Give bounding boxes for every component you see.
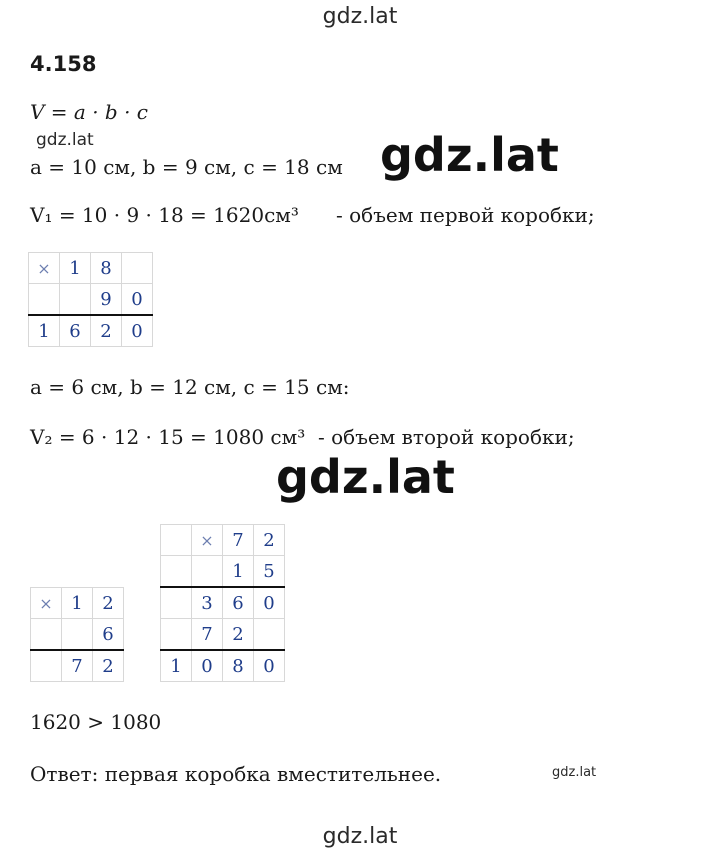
watermark-top: gdz.lat <box>322 4 398 29</box>
calc-row <box>29 253 153 284</box>
digit-cell <box>192 556 223 588</box>
digit-cell: 3 <box>192 587 223 619</box>
calc-result-row <box>161 650 285 682</box>
calc-row <box>161 556 285 588</box>
box2-volume: V₂ = 6 · 12 · 15 = 1080 см³ <box>30 425 306 449</box>
watermark-small: gdz.lat <box>36 130 94 150</box>
digit-cell <box>161 556 192 588</box>
digit-cell: 6 <box>93 619 124 651</box>
box1-note: - объем первой коробки; <box>336 203 595 227</box>
box1-volume: V₁ = 10 · 9 · 18 = 1620см³ <box>30 203 299 227</box>
digit-cell: 1 <box>62 588 93 619</box>
box2-dimensions: a = 6 см, b = 12 см, c = 15 см: <box>30 375 350 399</box>
digit-cell: 0 <box>254 650 285 682</box>
digit-cell: 1 <box>60 253 91 284</box>
calc-partial-row <box>161 587 285 619</box>
digit-cell: 2 <box>91 315 122 347</box>
digit-cell: 9 <box>91 284 122 316</box>
watermark-large-1: gdz.lat <box>380 128 559 182</box>
digit-cell <box>254 619 285 651</box>
multiply-sign: × <box>192 525 223 556</box>
digit-cell: 0 <box>254 587 285 619</box>
digit-cell: 2 <box>254 525 285 556</box>
digit-cell: 2 <box>93 650 124 682</box>
calc-row <box>29 284 153 316</box>
answer: Ответ: первая коробка вместительнее. <box>30 762 442 786</box>
calc-row <box>31 588 124 619</box>
comparison: 1620 > 1080 <box>30 710 162 734</box>
digit-cell: 7 <box>62 650 93 682</box>
digit-cell <box>60 284 91 316</box>
multiply-sign: × <box>29 253 60 284</box>
digit-cell <box>29 284 60 316</box>
digit-cell: 1 <box>223 556 254 588</box>
digit-cell: 1 <box>161 650 192 682</box>
digit-cell: 5 <box>254 556 285 588</box>
box1-dimensions: a = 10 см, b = 9 см, c = 18 см <box>30 155 343 179</box>
problem-number: 4.158 <box>30 52 97 76</box>
calc-result-row <box>29 315 153 347</box>
digit-cell <box>122 253 153 284</box>
calc-row <box>31 619 124 651</box>
digit-cell <box>161 587 192 619</box>
volume-formula: V = a · b · c <box>30 100 148 124</box>
digit-cell <box>161 525 192 556</box>
digit-cell: 8 <box>223 650 254 682</box>
watermark-tiny: gdz.lat <box>552 765 597 780</box>
multiplication-12x6 <box>30 587 124 682</box>
multiplication-72x15 <box>160 524 285 682</box>
digit-cell: 7 <box>223 525 254 556</box>
digit-cell: 2 <box>93 588 124 619</box>
digit-cell: 2 <box>223 619 254 651</box>
digit-cell <box>161 619 192 651</box>
digit-cell: 0 <box>122 284 153 316</box>
watermark-bottom: gdz.lat <box>322 824 398 849</box>
multiplication-18x90 <box>28 252 153 347</box>
digit-cell <box>62 619 93 651</box>
digit-cell <box>31 650 62 682</box>
digit-cell: 8 <box>91 253 122 284</box>
calc-result-row <box>31 650 124 682</box>
digit-cell: 6 <box>60 315 91 347</box>
box2-note: - объем второй коробки; <box>318 425 575 449</box>
multiply-sign: × <box>31 588 62 619</box>
digit-cell: 0 <box>192 650 223 682</box>
digit-cell: 7 <box>192 619 223 651</box>
calc-row <box>161 525 285 556</box>
calc-partial-row <box>161 619 285 651</box>
watermark-large-2: gdz.lat <box>276 450 455 504</box>
digit-cell: 1 <box>29 315 60 347</box>
digit-cell: 6 <box>223 587 254 619</box>
digit-cell: 0 <box>122 315 153 347</box>
digit-cell <box>31 619 62 651</box>
